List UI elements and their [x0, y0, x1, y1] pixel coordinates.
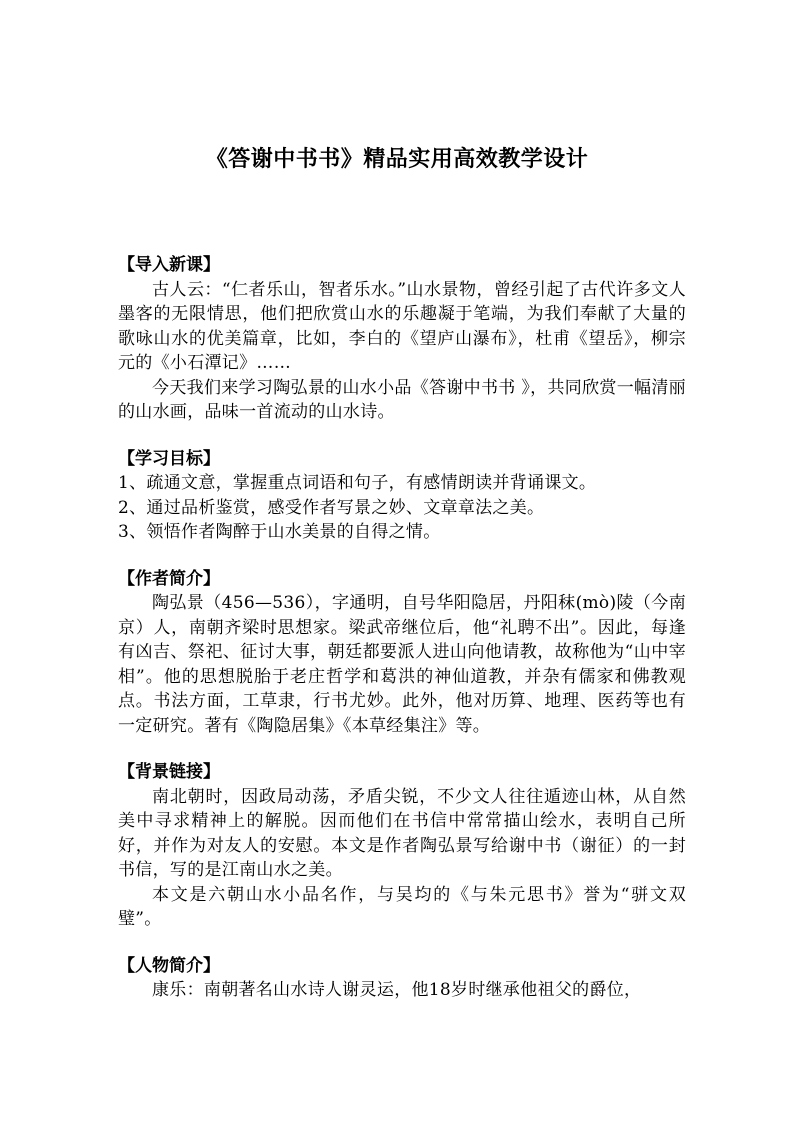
- paragraph: 南北朝时，因政局动荡，矛盾尖锐，不少文人往往遁迹山林，从自然美中寻求精神上的解脱。因而他们在书信中常常描山绘水，表明自己所好，并作为对友人的安慰。本文是作者陶弘景写给谢中书（谢征）的一封书信，写的是江南山水之美。: [118, 786, 686, 880]
- paragraph: 古人云：“仁者乐山，智者乐水。”山水景物，曾经引起了古代许多文人墨客的无限情思，他们把欣赏山水的乐趣凝于笔端，为我们奉献了大量的歌咏山水的优美篇章，比如，李白的《望庐山瀑布》，杜甫《望岳》，柳宗元的《小石潭记》……: [118, 279, 686, 373]
- paragraph: 陶弘景（456—536），字通明，自号华阳隐居，丹阳秣(mò)陵（今南京）人，南朝齐梁时思想家。梁武帝继位后，他“礼聘不出”。因此，每逢有凶吉、祭祀、征讨大事，朝廷都要派人进山向他请教，故称他为“山中宰相”。他的思想脱胎于老庄哲学和葛洪的神仙道教，并杂有儒家和佛教观点。书法方面，工草隶，行书尤妙。此外，他对历算、地理、医药等也有一定研究。著有《陶隐居集》《本草经集注》等。: [118, 593, 686, 736]
- list-item: 1、疏通文意，掌握重点词语和句子，有感情朗读并背诵课文。: [118, 473, 597, 493]
- section-heading: 【学习目标】: [118, 448, 220, 469]
- paragraph: 今天我们来学习陶弘景的山水小品《答谢中书书 》，共同欣赏一幅清丽的山水画，品味一首流动的山水诗。: [118, 377, 686, 422]
- paragraph: 康乐：南朝著名山水诗人谢灵运，他18岁时继承他祖父的爵位，: [152, 980, 642, 1000]
- section-gap: [118, 932, 686, 954]
- section-people: [118, 954, 686, 1003]
- section-author: [118, 567, 686, 739]
- section-heading: 【背景链接】: [118, 762, 220, 782]
- paragraph: 本文是六朝山水小品名作，与吴均的《与朱元思书》誉为“骈文双璧”。: [118, 884, 686, 929]
- section-intro: [118, 253, 686, 425]
- section-gap: [118, 545, 686, 567]
- section-heading: 【作者简介】: [118, 568, 220, 589]
- document-body: [118, 253, 686, 1003]
- section-gap: [118, 425, 686, 447]
- section-heading: 【人物简介】: [118, 955, 220, 976]
- document-title: 《答谢中书书》精品实用高效教学设计: [205, 147, 589, 172]
- section-goals: [118, 447, 686, 545]
- list-item: 2、通过品析鉴赏，感受作者写景之妙、文章章法之美。: [118, 497, 545, 518]
- section-gap: [118, 738, 686, 760]
- list-item: 3、领悟作者陶醉于山水美景的自得之情。: [118, 522, 441, 542]
- section-heading: 【导入新课】: [118, 255, 220, 275]
- section-background: [118, 760, 686, 932]
